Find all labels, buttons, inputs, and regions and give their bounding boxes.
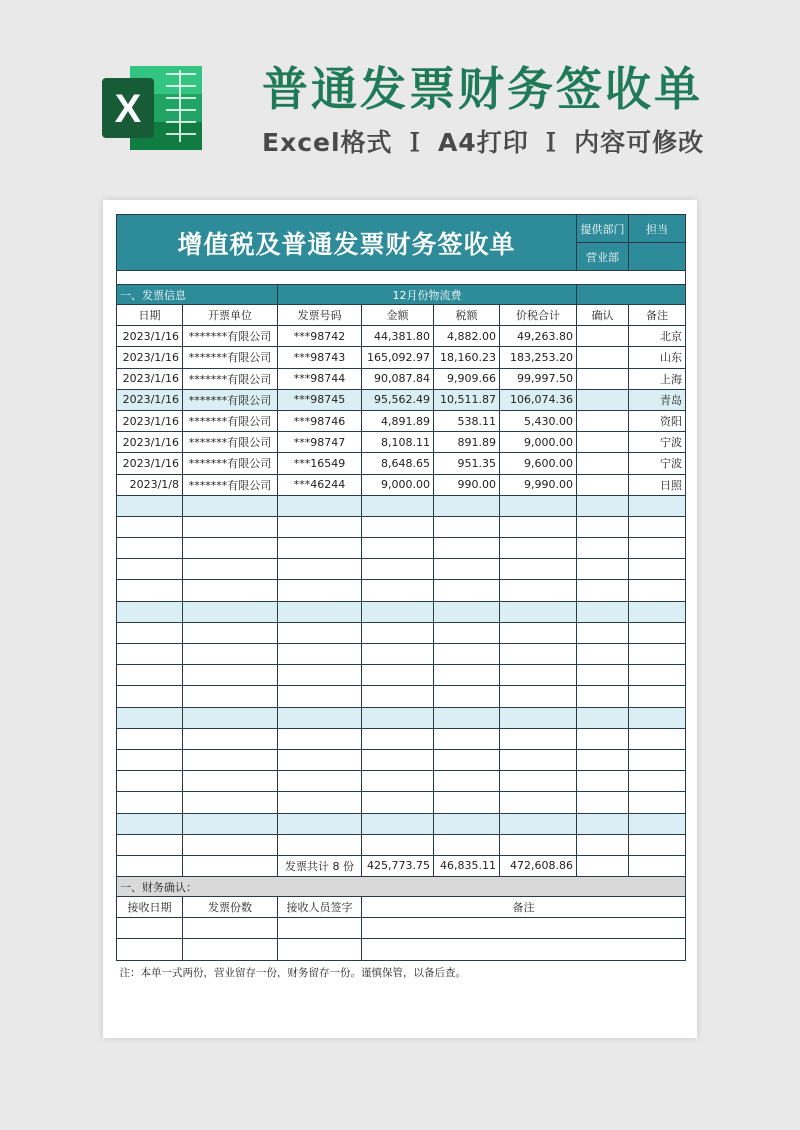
excel-logo-letter: X — [114, 87, 142, 131]
confirm-row — [117, 918, 686, 939]
empty-cell[interactable] — [278, 538, 362, 559]
empty-cell[interactable] — [577, 813, 629, 834]
document-page — [103, 200, 697, 1038]
empty-cell[interactable] — [278, 601, 362, 622]
table-row — [117, 474, 686, 495]
empty-row — [117, 813, 686, 834]
cell-total[interactable]: 183,253.20 — [500, 347, 577, 368]
cell-tax[interactable]: 891.89 — [434, 432, 500, 453]
empty-cell[interactable] — [500, 792, 577, 813]
confirm-count-input[interactable] — [183, 939, 278, 960]
empty-cell[interactable] — [434, 749, 500, 770]
confirm-date-input[interactable] — [117, 918, 183, 939]
summary-blank — [183, 855, 278, 876]
empty-cell[interactable] — [500, 538, 577, 559]
empty-cell[interactable] — [362, 644, 434, 665]
empty-cell[interactable] — [629, 707, 686, 728]
empty-cell[interactable] — [183, 538, 278, 559]
cell-date[interactable]: 2023/1/16 — [117, 326, 183, 347]
empty-cell[interactable] — [362, 771, 434, 792]
empty-row — [117, 601, 686, 622]
empty-cell[interactable] — [629, 813, 686, 834]
empty-cell[interactable] — [629, 601, 686, 622]
empty-cell[interactable] — [629, 559, 686, 580]
empty-cell[interactable] — [577, 559, 629, 580]
footer-note: 注：本单一式两份，营业留存一份，财务留存一份。谨慎保管，以备后查。 — [119, 966, 466, 979]
section-finance-label: 一、财务确认： — [117, 877, 686, 897]
confirm-header-count: 发票份数 — [183, 897, 278, 918]
confirm-signer-input[interactable] — [278, 918, 362, 939]
empty-cell[interactable] — [500, 834, 577, 855]
empty-cell[interactable] — [117, 601, 183, 622]
banner-title: 普通发票财务签收单 — [262, 62, 703, 116]
empty-cell[interactable] — [577, 644, 629, 665]
empty-cell[interactable] — [629, 538, 686, 559]
cell-company[interactable]: *******有限公司 — [183, 432, 278, 453]
cell-total[interactable]: 9,000.00 — [500, 432, 577, 453]
empty-cell[interactable] — [577, 728, 629, 749]
cell-confirm[interactable] — [577, 326, 629, 347]
empty-cell[interactable] — [117, 792, 183, 813]
empty-cell[interactable] — [183, 792, 278, 813]
summary-blank — [577, 855, 629, 876]
empty-cell[interactable] — [183, 559, 278, 580]
cell-confirm[interactable] — [577, 474, 629, 495]
cell-company[interactable]: *******有限公司 — [183, 453, 278, 474]
empty-row — [117, 771, 686, 792]
cell-invoice[interactable]: ***98747 — [278, 432, 362, 453]
col-header-invoice: 发票号码 — [278, 305, 362, 326]
empty-cell[interactable] — [117, 834, 183, 855]
cell-date[interactable]: 2023/1/8 — [117, 474, 183, 495]
empty-cell[interactable] — [117, 686, 183, 707]
empty-cell[interactable] — [117, 771, 183, 792]
empty-cell[interactable] — [362, 580, 434, 601]
empty-cell[interactable] — [362, 686, 434, 707]
empty-cell[interactable] — [278, 686, 362, 707]
table-row — [117, 453, 686, 474]
empty-cell[interactable] — [577, 771, 629, 792]
cell-date[interactable]: 2023/1/16 — [117, 347, 183, 368]
summary-blank — [629, 855, 686, 876]
empty-row — [117, 538, 686, 559]
empty-cell[interactable] — [434, 622, 500, 643]
empty-cell[interactable] — [362, 728, 434, 749]
empty-cell[interactable] — [278, 771, 362, 792]
empty-cell[interactable] — [278, 707, 362, 728]
table-row — [117, 432, 686, 453]
empty-cell[interactable] — [183, 813, 278, 834]
summary-row — [117, 855, 686, 876]
cell-total[interactable]: 5,430.00 — [500, 410, 577, 431]
empty-cell[interactable] — [500, 686, 577, 707]
empty-cell[interactable] — [500, 707, 577, 728]
cell-company[interactable]: *******有限公司 — [183, 368, 278, 389]
confirm-date-input[interactable] — [117, 939, 183, 960]
empty-cell[interactable] — [500, 749, 577, 770]
empty-cell[interactable] — [577, 538, 629, 559]
form-sheet — [116, 214, 685, 984]
confirm-remark-input[interactable] — [362, 939, 686, 960]
empty-cell[interactable] — [362, 495, 434, 516]
empty-cell[interactable] — [183, 601, 278, 622]
empty-cell[interactable] — [117, 559, 183, 580]
column-header-row — [117, 305, 686, 326]
empty-cell[interactable] — [117, 622, 183, 643]
empty-cell[interactable] — [629, 834, 686, 855]
empty-row — [117, 728, 686, 749]
cell-date[interactable]: 2023/1/16 — [117, 368, 183, 389]
empty-cell[interactable] — [183, 707, 278, 728]
dept-value[interactable]: 营业部 — [577, 243, 629, 271]
empty-cell[interactable] — [577, 686, 629, 707]
empty-cell[interactable] — [629, 792, 686, 813]
cell-amount[interactable]: 44,381.80 — [362, 326, 434, 347]
empty-cell[interactable] — [278, 813, 362, 834]
cell-note[interactable]: 宁波 — [629, 432, 686, 453]
empty-row — [117, 622, 686, 643]
cell-tax[interactable]: 538.11 — [434, 410, 500, 431]
cell-tax[interactable]: 990.00 — [434, 474, 500, 495]
empty-cell[interactable] — [629, 771, 686, 792]
cell-tax[interactable]: 10,511.87 — [434, 389, 500, 410]
empty-cell[interactable] — [629, 665, 686, 686]
empty-cell[interactable] — [500, 559, 577, 580]
empty-cell[interactable] — [629, 580, 686, 601]
cell-tax[interactable]: 9,909.66 — [434, 368, 500, 389]
confirm-header-remark: 备注 — [362, 897, 686, 918]
empty-cell[interactable] — [362, 601, 434, 622]
empty-cell[interactable] — [434, 771, 500, 792]
cell-company[interactable]: *******有限公司 — [183, 389, 278, 410]
cell-confirm[interactable] — [577, 347, 629, 368]
empty-cell[interactable] — [183, 622, 278, 643]
empty-cell[interactable] — [117, 707, 183, 728]
cell-note[interactable]: 山东 — [629, 347, 686, 368]
col-header-total: 价税合计 — [500, 305, 577, 326]
cell-invoice[interactable]: ***16549 — [278, 453, 362, 474]
cell-note[interactable]: 青岛 — [629, 389, 686, 410]
empty-cell[interactable] — [629, 644, 686, 665]
empty-cell[interactable] — [434, 834, 500, 855]
empty-cell[interactable] — [500, 644, 577, 665]
cell-company[interactable]: *******有限公司 — [183, 410, 278, 431]
empty-cell[interactable] — [577, 622, 629, 643]
empty-cell[interactable] — [362, 749, 434, 770]
empty-cell[interactable] — [500, 728, 577, 749]
cell-amount[interactable]: 9,000.00 — [362, 474, 434, 495]
empty-cell[interactable] — [434, 495, 500, 516]
confirm-row — [117, 939, 686, 960]
empty-row — [117, 749, 686, 770]
cell-date[interactable]: 2023/1/16 — [117, 389, 183, 410]
empty-cell[interactable] — [362, 813, 434, 834]
cell-total[interactable]: 99,997.50 — [500, 368, 577, 389]
empty-cell[interactable] — [577, 792, 629, 813]
cell-note[interactable]: 资阳 — [629, 410, 686, 431]
empty-row — [117, 559, 686, 580]
empty-cell[interactable] — [278, 665, 362, 686]
empty-cell[interactable] — [117, 538, 183, 559]
empty-cell[interactable] — [434, 538, 500, 559]
cell-note[interactable]: 北京 — [629, 326, 686, 347]
empty-cell[interactable] — [362, 559, 434, 580]
cell-amount[interactable]: 95,562.49 — [362, 389, 434, 410]
table-row — [117, 326, 686, 347]
empty-cell[interactable] — [117, 644, 183, 665]
empty-cell[interactable] — [629, 686, 686, 707]
cell-amount[interactable]: 8,648.65 — [362, 453, 434, 474]
empty-cell[interactable] — [183, 644, 278, 665]
empty-cell[interactable] — [434, 580, 500, 601]
empty-cell[interactable] — [434, 813, 500, 834]
cell-company[interactable]: *******有限公司 — [183, 474, 278, 495]
empty-cell[interactable] — [434, 516, 500, 537]
empty-cell[interactable] — [577, 601, 629, 622]
cell-tax[interactable]: 18,160.23 — [434, 347, 500, 368]
empty-row — [117, 686, 686, 707]
section-invoice-blank — [577, 285, 686, 305]
empty-cell[interactable] — [500, 813, 577, 834]
table-row — [117, 368, 686, 389]
banner-subtitle: Excel格式 Ｉ A4打印 Ｉ 内容可修改 — [262, 128, 705, 157]
empty-cell[interactable] — [117, 495, 183, 516]
dept-label: 提供部门 — [577, 215, 629, 243]
empty-cell[interactable] — [434, 665, 500, 686]
empty-cell[interactable] — [362, 622, 434, 643]
confirm-header-row — [117, 897, 686, 918]
confirm-header-date: 接收日期 — [117, 897, 183, 918]
cell-confirm[interactable] — [577, 453, 629, 474]
cell-date[interactable]: 2023/1/16 — [117, 453, 183, 474]
empty-cell[interactable] — [500, 771, 577, 792]
empty-cell[interactable] — [362, 834, 434, 855]
empty-cell[interactable] — [183, 580, 278, 601]
cell-tax[interactable]: 951.35 — [434, 453, 500, 474]
empty-cell[interactable] — [183, 495, 278, 516]
col-header-note: 备注 — [629, 305, 686, 326]
excel-logo-icon — [100, 60, 206, 156]
empty-cell[interactable] — [577, 749, 629, 770]
person-label: 担当 — [629, 215, 686, 243]
table-row — [117, 347, 686, 368]
col-header-amount: 金额 — [362, 305, 434, 326]
summary-label: 发票共计 8 份 — [278, 855, 362, 876]
empty-cell[interactable] — [434, 686, 500, 707]
empty-row — [117, 665, 686, 686]
cell-total[interactable]: 9,600.00 — [500, 453, 577, 474]
table-row — [117, 410, 686, 431]
empty-cell[interactable] — [434, 792, 500, 813]
empty-cell[interactable] — [278, 644, 362, 665]
cell-invoice[interactable]: ***98743 — [278, 347, 362, 368]
empty-cell[interactable] — [577, 580, 629, 601]
section-invoice-caption: 12月份物流费 — [278, 285, 577, 305]
col-header-tax: 税额 — [434, 305, 500, 326]
empty-row — [117, 707, 686, 728]
empty-cell[interactable] — [434, 728, 500, 749]
empty-cell[interactable] — [183, 749, 278, 770]
empty-cell[interactable] — [278, 580, 362, 601]
table-row — [117, 389, 686, 410]
confirm-count-input[interactable] — [183, 918, 278, 939]
empty-cell[interactable] — [629, 516, 686, 537]
cell-company[interactable]: *******有限公司 — [183, 326, 278, 347]
empty-cell[interactable] — [278, 559, 362, 580]
empty-cell[interactable] — [629, 495, 686, 516]
empty-cell[interactable] — [500, 601, 577, 622]
cell-invoice[interactable]: ***46244 — [278, 474, 362, 495]
cell-date[interactable]: 2023/1/16 — [117, 410, 183, 431]
empty-row — [117, 580, 686, 601]
empty-cell[interactable] — [629, 749, 686, 770]
cell-note[interactable]: 日照 — [629, 474, 686, 495]
empty-cell[interactable] — [117, 728, 183, 749]
empty-cell[interactable] — [577, 834, 629, 855]
empty-row — [117, 792, 686, 813]
cell-tax[interactable]: 4,882.00 — [434, 326, 500, 347]
empty-cell[interactable] — [434, 601, 500, 622]
cell-total[interactable]: 49,263.80 — [500, 326, 577, 347]
empty-cell[interactable] — [577, 495, 629, 516]
summary-blank — [117, 855, 183, 876]
form-title: 增值税及普通发票财务签收单 — [117, 215, 577, 271]
person-value[interactable] — [629, 243, 686, 271]
empty-row — [117, 834, 686, 855]
empty-cell[interactable] — [577, 516, 629, 537]
col-header-date: 日期 — [117, 305, 183, 326]
col-header-confirm: 确认 — [577, 305, 629, 326]
cell-invoice[interactable]: ***98746 — [278, 410, 362, 431]
empty-cell[interactable] — [183, 686, 278, 707]
cell-amount[interactable]: 8,108.11 — [362, 432, 434, 453]
cell-amount[interactable]: 90,087.84 — [362, 368, 434, 389]
empty-cell[interactable] — [278, 728, 362, 749]
empty-cell[interactable] — [278, 834, 362, 855]
empty-cell[interactable] — [577, 707, 629, 728]
section-invoice-label: 一、发票信息 — [117, 285, 278, 305]
cell-note[interactable]: 上海 — [629, 368, 686, 389]
empty-cell[interactable] — [500, 665, 577, 686]
empty-cell[interactable] — [278, 792, 362, 813]
empty-cell[interactable] — [629, 622, 686, 643]
cell-confirm[interactable] — [577, 389, 629, 410]
empty-cell[interactable] — [183, 771, 278, 792]
empty-cell[interactable] — [500, 516, 577, 537]
summary-amount: 425,773.75 — [362, 855, 434, 876]
empty-cell[interactable] — [362, 538, 434, 559]
empty-cell[interactable] — [577, 665, 629, 686]
cell-company[interactable]: *******有限公司 — [183, 347, 278, 368]
cell-amount[interactable]: 4,891.89 — [362, 410, 434, 431]
cell-confirm[interactable] — [577, 432, 629, 453]
empty-row — [117, 495, 686, 516]
cell-amount[interactable]: 165,092.97 — [362, 347, 434, 368]
empty-row — [117, 644, 686, 665]
col-header-company: 开票单位 — [183, 305, 278, 326]
summary-total: 472,608.86 — [500, 855, 577, 876]
empty-row — [117, 516, 686, 537]
empty-cell[interactable] — [434, 644, 500, 665]
form-table — [116, 214, 686, 984]
cell-invoice[interactable]: ***98745 — [278, 389, 362, 410]
empty-cell[interactable] — [183, 516, 278, 537]
empty-cell[interactable] — [500, 580, 577, 601]
empty-cell[interactable] — [117, 580, 183, 601]
empty-cell[interactable] — [278, 495, 362, 516]
empty-cell[interactable] — [278, 749, 362, 770]
cell-total[interactable]: 9,990.00 — [500, 474, 577, 495]
empty-cell[interactable] — [117, 516, 183, 537]
empty-cell[interactable] — [362, 792, 434, 813]
cell-confirm[interactable] — [577, 368, 629, 389]
confirm-signer-input[interactable] — [278, 939, 362, 960]
empty-cell[interactable] — [500, 622, 577, 643]
confirm-remark-input[interactable] — [362, 918, 686, 939]
empty-cell[interactable] — [500, 495, 577, 516]
empty-cell[interactable] — [434, 559, 500, 580]
cell-confirm[interactable] — [577, 410, 629, 431]
summary-tax: 46,835.11 — [434, 855, 500, 876]
empty-cell[interactable] — [183, 728, 278, 749]
empty-cell[interactable] — [183, 665, 278, 686]
empty-cell[interactable] — [278, 516, 362, 537]
empty-cell[interactable] — [362, 665, 434, 686]
cell-date[interactable]: 2023/1/16 — [117, 432, 183, 453]
empty-cell[interactable] — [629, 728, 686, 749]
empty-cell[interactable] — [117, 749, 183, 770]
confirm-header-signer: 接收人员签字 — [278, 897, 362, 918]
empty-cell[interactable] — [362, 707, 434, 728]
cell-invoice[interactable]: ***98742 — [278, 326, 362, 347]
cell-invoice[interactable]: ***98744 — [278, 368, 362, 389]
empty-cell[interactable] — [362, 516, 434, 537]
empty-cell[interactable] — [434, 707, 500, 728]
cell-note[interactable]: 宁波 — [629, 453, 686, 474]
empty-cell[interactable] — [183, 834, 278, 855]
empty-cell[interactable] — [117, 665, 183, 686]
empty-cell[interactable] — [278, 622, 362, 643]
cell-total[interactable]: 106,074.36 — [500, 389, 577, 410]
empty-cell[interactable] — [117, 813, 183, 834]
